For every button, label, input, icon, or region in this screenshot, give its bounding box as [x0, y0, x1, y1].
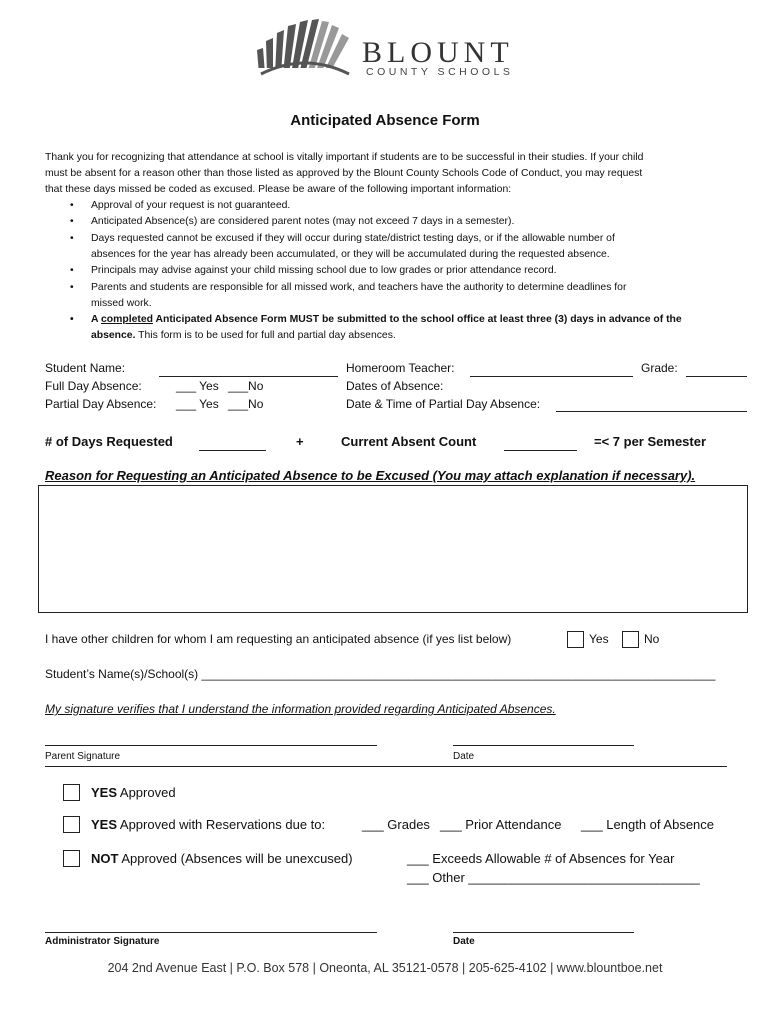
not-approved-label: NOT Approved (Absences will be unexcused) — [91, 851, 353, 866]
bullet-item: • Principals may advise against your child missing school due to low grades or prior attendance record. — [70, 265, 557, 276]
other-children-no-label: No — [644, 632, 660, 646]
current-absent-label: Current Absent Count — [341, 434, 477, 449]
intro-line: that these days missed be coded as excused. Please be aware of the following important information: — [45, 184, 512, 195]
admin-signature-field[interactable] — [45, 932, 377, 933]
bullet-item: • Days requested cannot be excused if they will occur during state/district testing days, or if the allowable number of absences for the year has already been accumulated, or they will be accumulated during the requested absence. — [70, 233, 615, 260]
bullet-item-important: • A completed Anticipated Absence Form MUST be submitted to the school office at least three (3) days in advance of the absence. This form is to be used for full and partial day absences. — [70, 314, 682, 341]
approved-checkbox[interactable] — [63, 784, 80, 801]
reason-grades[interactable]: ___ Grades — [362, 817, 430, 832]
partial-time-field[interactable] — [556, 411, 747, 412]
partial-day-yes[interactable]: ___ Yes — [176, 397, 219, 411]
days-requested-label: # of Days Requested — [45, 434, 173, 449]
other-children-no-checkbox[interactable] — [622, 631, 639, 648]
other-children-yes-checkbox[interactable] — [567, 631, 584, 648]
limit-label: =< 7 per Semester — [594, 434, 707, 449]
partial-time-label: Date & Time of Partial Day Absence: — [346, 397, 541, 411]
student-name-field[interactable] — [159, 376, 338, 377]
footer-address: 204 2nd Avenue East | P.O. Box 578 | Oneonta, AL 35121-0578 | 205-625-4102 | www.blountboe.net — [107, 961, 663, 975]
not-approved-checkbox[interactable] — [63, 850, 80, 867]
reason-heading: Reason for Requesting an Anticipated Absence to be Excused (You may attach explanation if necessary). — [45, 468, 696, 483]
blount-logo-icon — [257, 16, 357, 76]
admin-date-field[interactable] — [453, 932, 634, 933]
intro-line: must be absent for a reason other than those listed as approved by the Blount County Schools Code of Conduct, you may request — [45, 168, 643, 179]
reason-textarea[interactable] — [38, 485, 748, 613]
bullet-item: • Anticipated Absence(s) are considered parent notes (may not exceed 7 days in a semester). — [70, 216, 515, 227]
intro-text — [45, 150, 643, 198]
partial-day-no[interactable]: ___No — [228, 397, 264, 411]
divider — [45, 766, 727, 767]
parent-signature-label: Parent Signature — [45, 751, 121, 762]
student-name-label: Student Name: — [45, 361, 126, 375]
days-requested-field[interactable] — [199, 450, 266, 451]
bullet-item: • Parents and students are responsible for all missed work, and teachers have the authority to determine deadlines for missed work. — [70, 282, 627, 309]
other-children-question: I have other children for whom I am requesting an anticipated absence (if yes list below) — [45, 632, 512, 646]
partial-day-label: Partial Day Absence: — [45, 397, 157, 411]
full-day-yes[interactable]: ___ Yes — [176, 379, 219, 393]
plus-sign: + — [296, 434, 304, 449]
logo-name: BLOUNT — [362, 36, 514, 69]
current-absent-field[interactable] — [504, 450, 577, 451]
full-day-no[interactable]: ___No — [228, 379, 264, 393]
student-names-field[interactable]: Student’s Name(s)/School(s) _____________________________________________________________________________ — [45, 667, 716, 681]
logo-subtitle: COUNTY SCHOOLS — [366, 66, 514, 78]
reason-other[interactable]: ___ Other ________________________________ — [407, 870, 700, 885]
reason-prior-attendance[interactable]: ___ Prior Attendance — [440, 817, 562, 832]
bullet-item: • Approval of your request is not guaranteed. — [70, 200, 291, 211]
approved-label: YES Approved — [91, 785, 176, 800]
parent-signature-field[interactable] — [45, 745, 377, 746]
admin-date-label: Date — [453, 936, 475, 947]
homeroom-label: Homeroom Teacher: — [346, 361, 455, 375]
reason-length[interactable]: ___ Length of Absence — [581, 817, 715, 832]
parent-date-field[interactable] — [453, 745, 634, 746]
reservations-label: YES Approved with Reservations due to: — [91, 817, 326, 832]
dates-label: Dates of Absence: — [346, 379, 444, 393]
grade-label: Grade: — [641, 361, 678, 375]
signature-statement: My signature verifies that I understand the information provided regarding Anticipated Absences. — [45, 702, 556, 716]
homeroom-field[interactable] — [470, 376, 633, 377]
admin-signature-label: Administrator Signature — [45, 936, 160, 947]
parent-date-label: Date — [453, 751, 475, 762]
intro-line: Thank you for recognizing that attendance at school is vitally important if students are to be successful in their studies. If your child — [45, 152, 644, 163]
other-children-yes-label: Yes — [589, 632, 609, 646]
grade-field[interactable] — [686, 376, 747, 377]
reason-exceeds[interactable]: ___ Exceeds Allowable # of Absences for Year — [407, 851, 675, 866]
page-title: Anticipated Absence Form — [290, 112, 480, 129]
reservations-checkbox[interactable] — [63, 816, 80, 833]
full-day-label: Full Day Absence: — [45, 379, 142, 393]
